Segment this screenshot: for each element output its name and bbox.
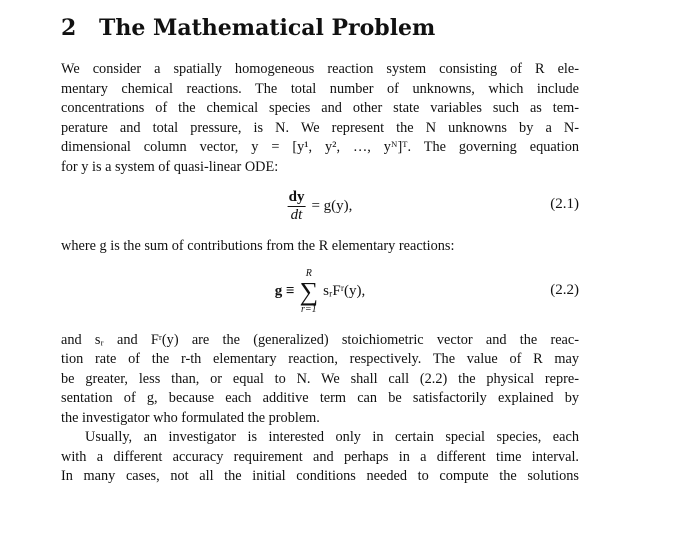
text-line: with a different accuracy requirement and perhaps in a different time interval.	[61, 448, 579, 465]
paragraph-usually	[61, 428, 579, 487]
document-page	[61, 14, 579, 487]
equation-body	[275, 265, 365, 319]
text-line: dimensional column vector, y = [y¹, y², …, yᴺ]ᵀ. The governing equation	[61, 139, 579, 155]
paragraph-intro	[61, 60, 579, 177]
equation-2-2	[61, 265, 579, 319]
equation-body	[288, 183, 353, 229]
text-line: and sᵣ and Fʳ(y) are the (generalized) stoichiometric vector and the reac-	[61, 331, 579, 348]
text-line: We consider a spatially homogeneous reaction system consisting of R ele-	[61, 61, 579, 77]
section-number: 2	[61, 15, 77, 41]
text-line: the investigator who formulated the problem.	[61, 409, 320, 426]
text-line: tion rate of the r-th elementary reaction, respectively. The value of R may	[61, 351, 579, 367]
sigma-symbol: ∑	[299, 276, 319, 306]
text-line: be greater, less than, or equal to N. We shall call (2.2) the physical repre-	[61, 370, 579, 387]
section-title: The Mathematical Problem	[99, 15, 436, 41]
text-line: mentary chemical reactions. The total number of unknowns, which include	[61, 80, 579, 97]
text-line: sentation of g, because each additive term can be satisfactorily explained by	[61, 390, 579, 406]
paragraph-between	[61, 237, 579, 257]
equation-2-1	[61, 183, 579, 229]
summation	[300, 268, 319, 316]
fraction-numerator: dy	[288, 188, 305, 205]
text-line: In many cases, not all the initial conditions needed to compute the solutions	[61, 468, 579, 484]
fraction-denominator: dt	[290, 206, 303, 223]
text-line: where g is the sum of contributions from the R elementary reactions:	[61, 238, 455, 254]
equation-lhs: g ≡	[274, 283, 295, 299]
paragraph-definitions	[61, 331, 579, 429]
sum-upper-limit: R	[305, 267, 312, 279]
text-line: for y is a system of quasi-linear ODE:	[61, 158, 279, 175]
equation-number: (2.2)	[550, 281, 579, 298]
text-line: perature and total pressure, is N. We represent the N unknowns by a N-	[61, 119, 579, 136]
equation-rhs: sᵣFʳ(y),	[323, 283, 366, 299]
section-heading	[61, 14, 579, 42]
text-line: concentrations of the chemical species and other state variables such as tem-	[61, 100, 579, 116]
equation-number: (2.1)	[550, 196, 579, 212]
derivative-fraction	[288, 189, 306, 224]
equation-rhs: = g(y),	[311, 197, 353, 214]
text-line: Usually, an investigator is interested only in certain special species, each	[85, 429, 579, 445]
sum-lower-limit: r=1	[301, 303, 317, 315]
